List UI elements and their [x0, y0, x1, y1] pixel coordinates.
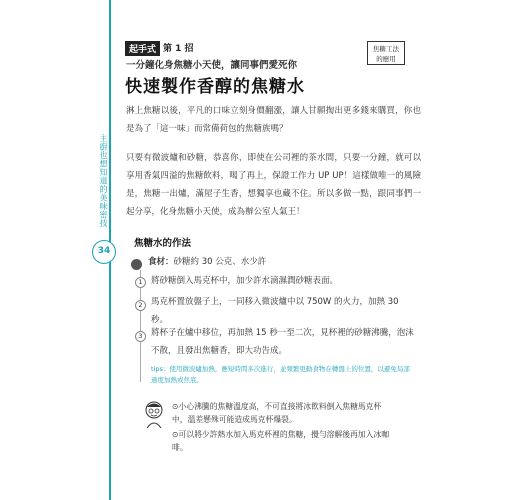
intro-paragraph-1: 淋上焦糖以後，平凡的口味立刻身價翻漲，讓人甘願掏出更多錢來購買，你也是為了「這一味」而常備荷包的焦糖族嗎？ — [126, 106, 421, 134]
recipe-title: 焦糖水的作法 — [134, 238, 192, 249]
chapter-label: 第 1 招 — [163, 44, 194, 54]
book-title-vertical: 主廚也想知道的美味密技 — [99, 134, 108, 228]
note-1-text: 小心沸騰的焦糖溫度高，不可直接將冰飲料倒入焦糖馬克杯中，溫差懸殊可能造成馬克杯爆裂。 — [172, 402, 382, 424]
ingredients-value: 砂糖約 30 公克、水少許 — [173, 257, 267, 267]
note-1-marker-icon: ⊙ — [172, 402, 179, 411]
note-1 — [172, 400, 390, 426]
step-1-text: 將砂糖倒入馬克杯中，加少許水滴濕潤砂糖表面。 — [151, 276, 339, 286]
note-2-text: 可以將少許熱水加入馬克杯裡的焦糖，攪勻溶解後再加入冰咖啡。 — [172, 430, 390, 452]
page-title: 快速製作香醇的焦糖水 — [125, 77, 305, 97]
page-number: 34 — [92, 240, 116, 264]
page-subtitle: 一分鐘化身焦糖小天使，讓同事們愛死你 — [126, 60, 298, 71]
step-3-number-icon: 3 — [135, 331, 146, 342]
category-box — [367, 41, 405, 65]
category-line-2: 的應用 — [376, 55, 396, 63]
step-3-text: 將杯子在爐中移位，再加熱 15 秒一至二次，見杯裡的砂糖沸騰，泡沫不散，且發出焦糖香，即大功告成。 — [151, 328, 414, 356]
tips-note: tips：使用微波爐加熱，應短時間多次進行，並頻繁更動食物在轉盤上的位置，以避免局部過度加熱或焦底。 — [151, 365, 410, 384]
step-1-number-icon: 1 — [135, 277, 146, 288]
chef-avatar-icon — [143, 400, 165, 428]
ingredient-bullet-icon — [131, 259, 142, 270]
step-2-number-icon: 2 — [135, 300, 146, 311]
category-line-1: 焦糖工法 — [373, 45, 399, 53]
intro-paragraph-2: 只要有微波爐和砂糖，恭喜你，即使在公司裡的茶水間，只要一分鐘，就可以享用香氣四溢的焦糖飲料，喝了再上，保證工作力 UP UP！這樣做唯一的風險是，焦糖一出爐，滿屋子生香，想獨享也藏不住。所以多做一點，跟同事們一起分享，化身焦糖小天使，成為辦公室人氣王！ — [126, 153, 421, 217]
note-2 — [172, 428, 390, 454]
step-2-text: 馬克杯置放盤子上，一同移入微波爐中以 750W 的火力，加熱 30 秒。 — [151, 297, 399, 325]
ingredients-label: 食材： — [148, 257, 174, 267]
ingredients-line — [148, 255, 266, 267]
section-tag: 起手式 — [125, 41, 160, 56]
note-2-marker-icon: ⊙ — [172, 430, 179, 439]
